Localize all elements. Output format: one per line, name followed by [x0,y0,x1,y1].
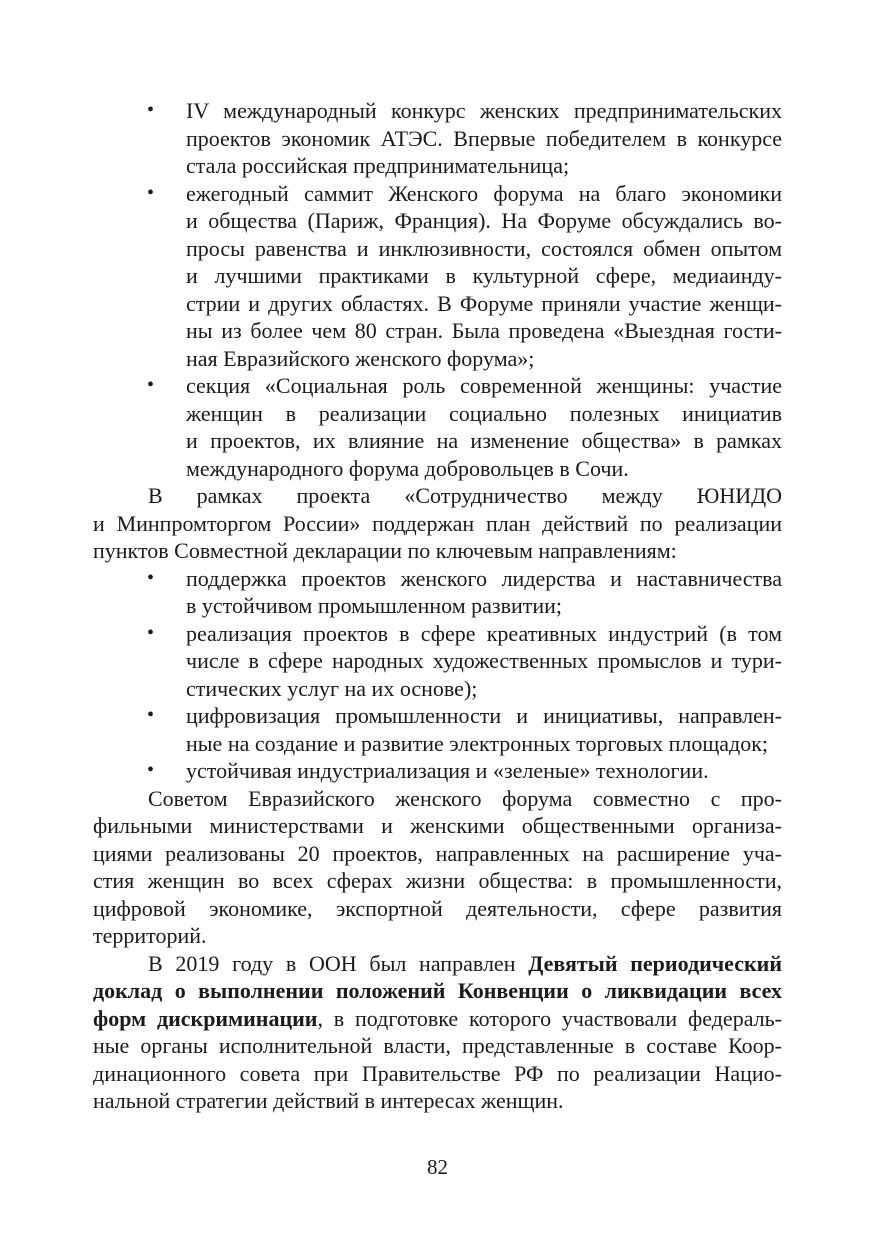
text-line: реализация проектов в сфере креативных индустрий (в том [186,620,782,646]
text-line: числе в сфере народных художественных промыслов и тури- [186,648,782,673]
text-segment: ные органы исполнительной власти, представленные в составе Коор- [93,1033,782,1058]
text-segment: нальной стратегии действий в интересах женщин. [93,1088,564,1113]
text-line: пунктов Совместной декларации по ключевым направлениям: [93,538,677,563]
paragraph [93,785,782,950]
bullet-marker: • [147,621,155,644]
bullet-marker: • [147,181,155,204]
bullet-marker: • [147,759,155,781]
list-item [93,372,782,482]
text-line [93,1087,782,1115]
text-line: просы равенства и инклюзивности, состоялся обмен опытом [186,235,782,261]
text-line: поддержка проектов женского лидерства и наставничества [186,565,782,591]
list-item [93,702,782,757]
bullet-marker: • [147,566,155,589]
text-line: Советом Евразийского женского форума совместно с про- [148,785,782,811]
text-line: и проектов, их влияние на изменение общества» в рамках [186,428,782,453]
bold-text: Девятый периодический [528,950,782,976]
text-line: в устойчивом промышленном развитии; [186,593,563,618]
text-line [93,1005,782,1033]
text-line: стия женщин во всех сферах жизни общества: в промышленности, [93,868,782,893]
text-line: стрии и других областях. В Форуме приняли участие женщи- [186,290,782,316]
bold-text: доклад о выполнении положений Конвенции о ликвидации всех [93,978,782,1003]
text-line [93,950,782,978]
text-line: ные на создание и развитие электронных торговых площадок; [186,730,769,756]
bullet-list [93,565,782,785]
list-item [93,565,782,620]
text-segment: , в подготовке которого участвовали федераль- [317,1005,782,1031]
text-line: В рамках проекта «Сотрудничество между ЮНИДО [148,483,782,508]
text-line [93,977,782,1005]
text-line: ежегодный саммит Женского форума на благо экономики [186,180,782,206]
text-line: стических услуг на их основе); [186,675,478,701]
body-text [93,97,782,1115]
list-item [93,180,782,373]
text-line: секция «Социальная роль современной женщины: участие [186,373,782,398]
bullet-list [93,97,782,482]
bullet-marker: • [147,374,155,396]
page-number: 82 [427,1155,448,1179]
text-line: фильными министерствами и женскими общественными организа- [93,813,782,838]
paragraph [93,950,782,1115]
text-line: стала российская предпринимательница; [186,153,570,178]
text-line [93,1060,782,1088]
text-line: устойчивая индустриализация и «зеленые» технологии. [186,758,709,783]
text-line: ны из более чем 80 стран. Была проведена «Выездная гости- [186,318,782,343]
text-line: женщин в реализации социально полезных инициатив [186,400,782,426]
text-line: и Минпромторгом России» поддержан план действий по реализации [93,510,782,536]
text-line: ная Евразийского женского форума»; [186,345,535,371]
bullet-marker: • [147,99,155,121]
list-item [93,97,782,180]
text-line: территорий. [93,923,207,948]
text-line: IV международный конкурс женских предпринимательских [186,98,782,123]
text-segment: динационного совета при Правительстве РФ по реализации Нацио- [93,1060,782,1086]
text-line: циями реализованы 20 проектов, направленных на расширение уча- [93,840,782,866]
text-line: проектов экономик АТЭС. Впервые победителем в конкурсе [186,125,782,151]
paragraph [93,482,782,565]
list-item [93,620,782,703]
text-line: цифровизация промышленности и инициативы, направлен- [186,703,782,728]
text-line [93,1032,782,1060]
text-segment: В 2019 году в ООН был направлен [148,950,529,976]
bullet-marker: • [147,704,155,726]
text-line: и лучшими практиками в культурной сфере, медиаинду- [186,263,782,288]
text-line: международного форума добровольцев в Сочи. [186,455,629,481]
bold-text: форм дискриминации [93,1005,318,1031]
text-line: цифровой экономике, экспортной деятельности, сфере развития [93,895,782,921]
text-line: и общества (Париж, Франция). На Форуме обсуждались во- [186,208,782,233]
list-item [93,757,782,785]
